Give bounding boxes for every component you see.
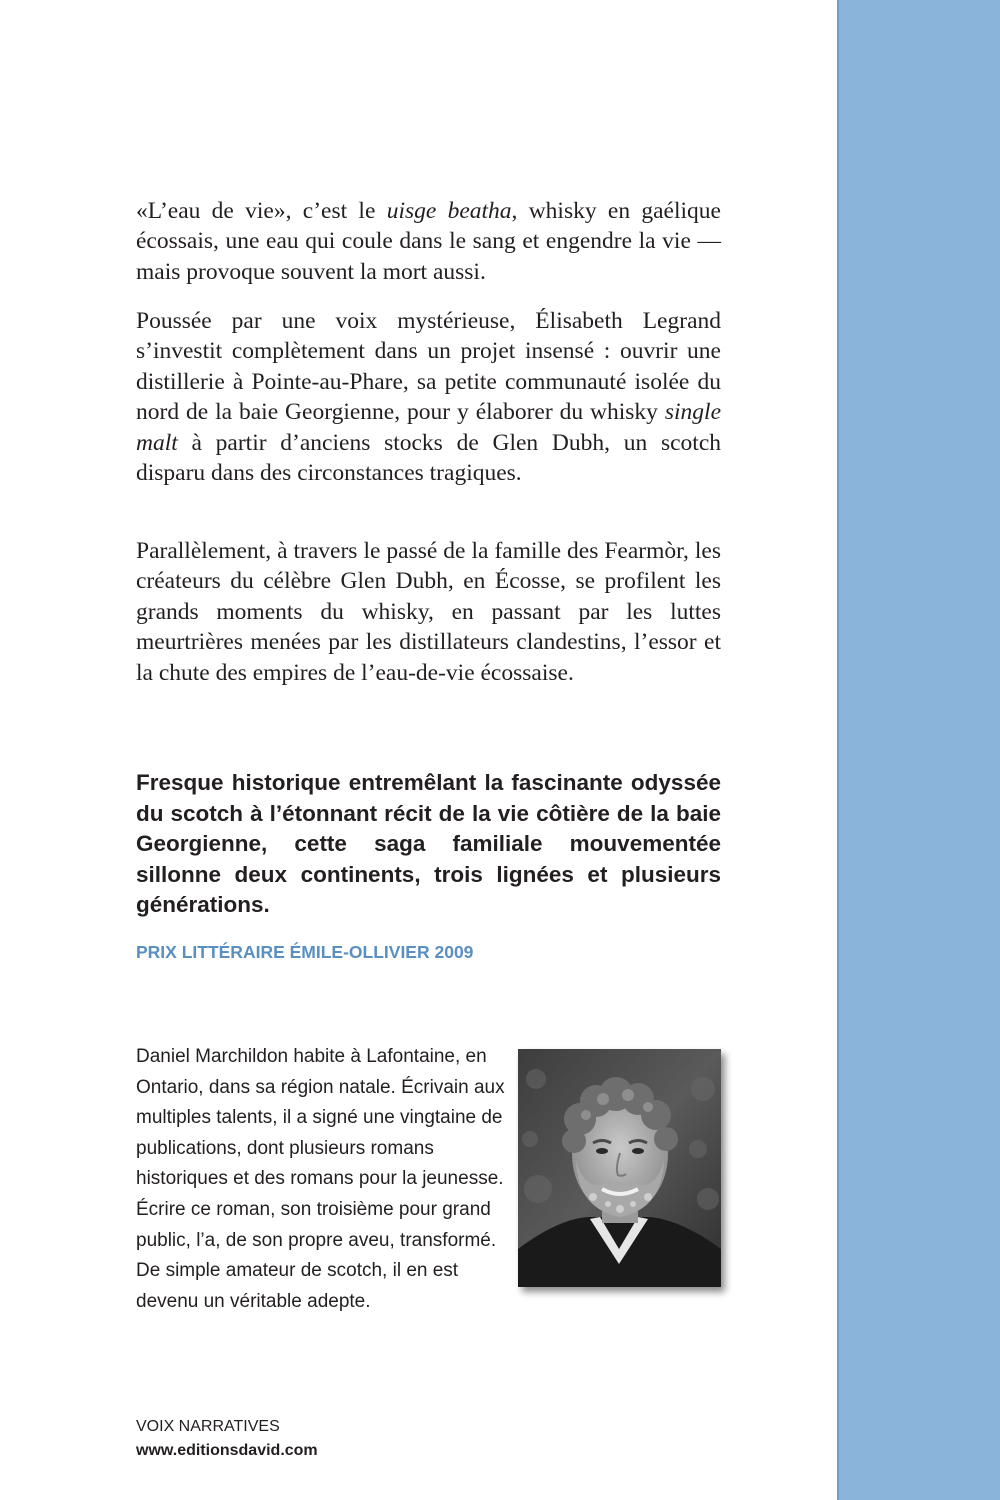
blue-sidebar-band xyxy=(837,0,1000,1500)
summary-paragraph: Fresque historique entremêlant la fascinante odyssée du scotch à l’étonnant récit de la vie côtière de la baie Georgienne, cette saga familiale mouvementée sillonne deux continents, trois lignées et plusieurs générations. xyxy=(136,770,721,917)
author-photo xyxy=(518,1049,721,1287)
intro-paragraph: «L’eau de vie», c’est le uisge beatha, whisky en gaélique écossais, une eau qui coule dans le sang et engendre la vie — mais provoque souvent la mort aussi. xyxy=(136,198,721,285)
collection-name: VOIX NARRATIVES xyxy=(136,1418,280,1435)
history-paragraph: Parallèlement, à travers le passé de la famille des Fearmòr, les créateurs du célèbre Glen Dubh, en Écosse, se profilent les grands moments du whisky, en passant par les luttes meurtrières menées par les distillateurs clandestins, l’essor et la chute des empires de l’eau-de-vie écossaise. xyxy=(136,538,721,686)
author-portrait-icon xyxy=(518,1049,721,1287)
author-bio: Daniel Marchildon habite à Lafontaine, en Ontario, dans sa région natale. Écrivain aux multiples talents, il a signé une vingtaine de publications, dont plusieurs romans historiques et des romans pour la jeunesse. Écrire ce roman, son troisième pour grand public, l’a, de son propre aveu, transformé. De simple amateur de scotch, il en est devenu un véritable adepte. xyxy=(136,1046,505,1312)
plot-paragraph: Poussée par une voix mystérieuse, Élisabeth Legrand s’investit complètement dans un projet insensé : ouvrir une distillerie à Pointe-au-Phare, sa petite communauté isolée du nord de la baie Georgienne, pour y élaborer du whisky single malt à partir d’anciens stocks de Glen Dubh, un scotch disparu dans des circonstances tragiques. xyxy=(136,308,721,487)
prize-label: PRIX LITTÉRAIRE ÉMILE-OLLIVIER 2009 xyxy=(136,942,474,962)
publisher-website: www.editionsdavid.com xyxy=(136,1442,318,1459)
